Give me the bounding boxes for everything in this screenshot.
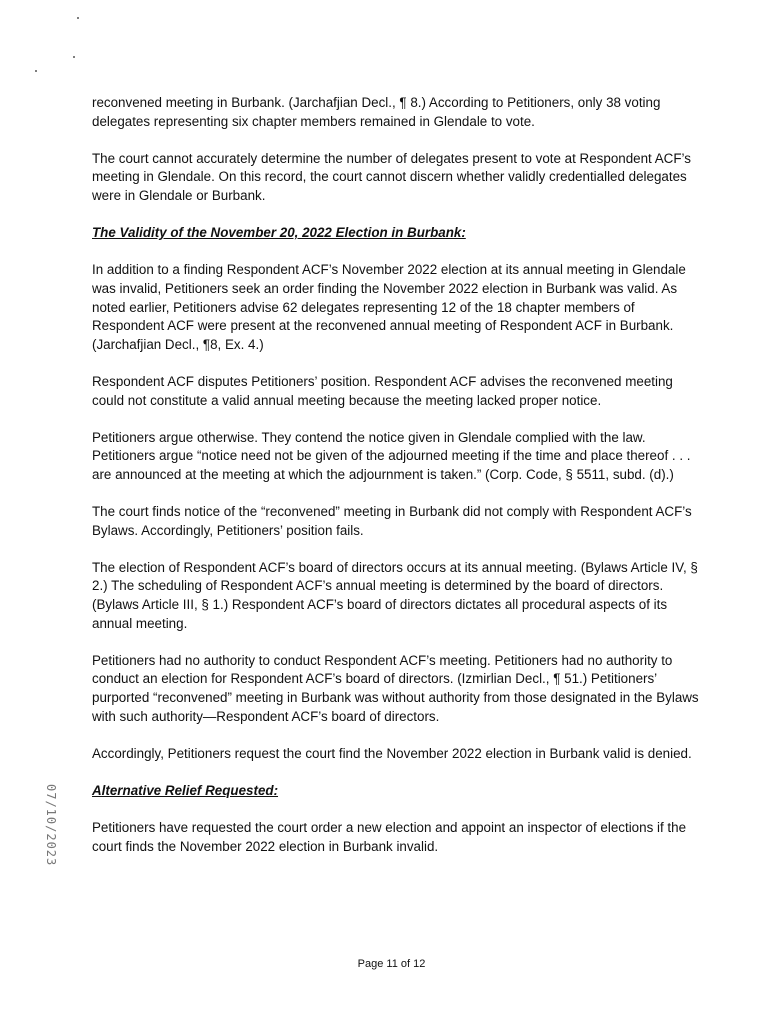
scan-speck [73,56,75,58]
scan-speck [77,17,79,19]
paragraph: Petitioners had no authority to conduct Respondent ACF’s meeting. Petitioners had no authority to conduct an election for Respondent ACF’s board of directors. (Izmirlian Decl., ¶ 51.) Petitioners’ purported “reconvened” meeting in Burbank was without authority from those designated in the Bylaws with such authority—Respondent ACF’s board of directors. [92,652,699,724]
filing-date-stamp: 07/10/2023 [44,784,58,867]
page-number: Page 11 of 12 [357,958,426,970]
paragraph: The election of Respondent ACF’s board of directors occurs at its annual meeting. (Bylaws Article IV, § 2.) The scheduling of Respondent ACF’s annual meeting is determined by the board of directors. (Bylaws Article III, § 1.) Respondent ACF’s board of directors dictates all procedural aspects of its annual meeting. [92,559,698,631]
paragraph: The court finds notice of the “reconvened” meeting in Burbank did not comply with Respondent ACF’s Bylaws. Accordingly, Petitioners’ position fails. [92,504,692,538]
paragraph: Petitioners have requested the court order a new election and appoint an inspector of elections if the court finds the November 2022 election in Burbank invalid. [92,820,687,854]
section-heading: The Validity of the November 20, 2022 Election in Burbank: [92,225,466,241]
paragraph: Accordingly, Petitioners request the court find the November 2022 election in Burbank valid is denied. [92,745,692,761]
paragraph: reconvened meeting in Burbank. (Jarchafjian Decl., ¶ 8.) According to Petitioners, only 38 voting delegates representing six chapter members remained in Glendale to vote. [92,95,661,129]
paragraph: Petitioners argue otherwise. They contend the notice given in Glendale complied with the law. Petitioners argue “notice need not be given of the adjourned meeting if the time and place thereof . . . are announced at the meeting at which the adjournment is taken.” (Corp. Code, § 5511, subd. (d).) [92,429,691,482]
paragraph: The court cannot accurately determine the number of delegates present to vote at Respondent ACF’s meeting in Glendale. On this record, the court cannot discern whether validly credentialled delegates were in Glendale or Burbank. [92,150,691,203]
scan-speck [35,70,37,72]
document-body [92,94,702,856]
paragraph: Respondent ACF disputes Petitioners’ position. Respondent ACF advises the reconvened meeting could not constitute a valid annual meeting because the meeting lacked proper notice. [92,373,673,408]
paragraph: In addition to a finding Respondent ACF’s November 2022 election at its annual meeting in Glendale was invalid, Petitioners seek an order finding the November 2022 election in Burbank was valid. As noted earlier, Petitioners advise 62 delegates representing 12 of the 18 chapter members of Respondent ACF were present at the reconvened annual meeting of Respondent ACF in Burbank. (Jarchafjian Decl., ¶8, Ex. 4.) [92,262,686,352]
section-heading: Alternative Relief Requested: [92,782,279,798]
